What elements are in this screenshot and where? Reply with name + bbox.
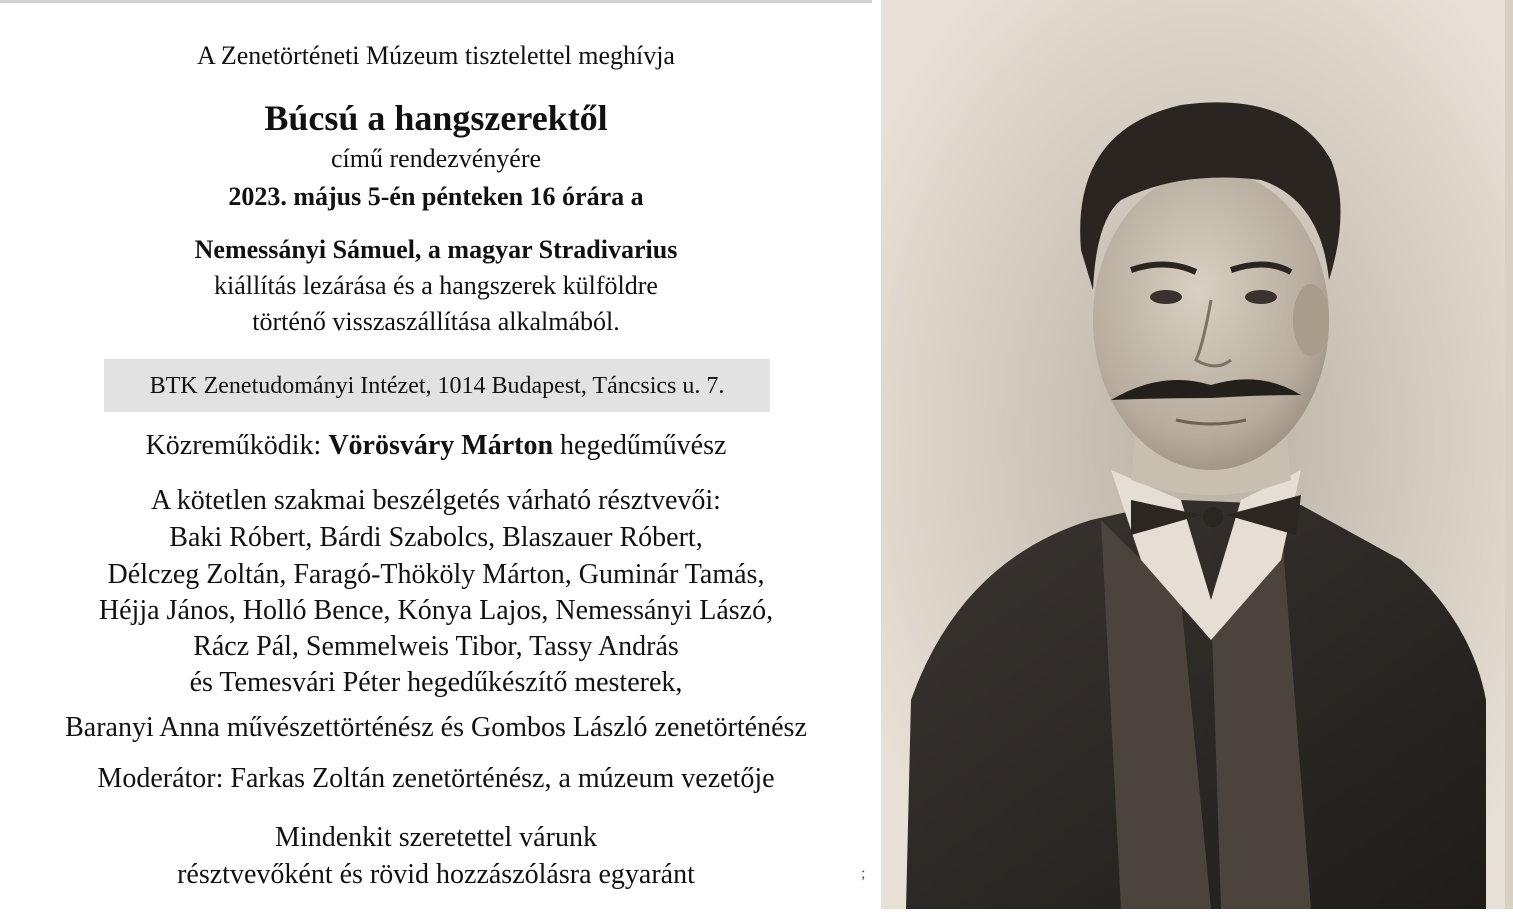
performer-name: Vörösváry Márton	[328, 430, 554, 461]
participants-heading: A kötetlen szakmai beszélgetés várható résztvevői:	[151, 485, 721, 516]
participants-line: és Temesvári Péter hegedűkészítő mesterek,	[189, 667, 683, 698]
event-subtitle: című rendezvényére	[330, 144, 542, 173]
closing-line-2: résztvevőként és rövid hozzászólásra egyaránt	[177, 859, 695, 890]
portrait-engraving	[881, 0, 1513, 909]
performer-suffix: hegedűművész	[553, 430, 727, 461]
event-title: Búcsú a hangszerektől	[264, 98, 608, 138]
historians-line: Baranyi Anna művészettörténész és Gombos László zenetörténész	[65, 712, 807, 743]
occasion-line-1: kiállítás lezárása és a hangszerek külföldre	[214, 271, 658, 300]
performer-line	[0, 432, 872, 460]
participants-line: Rácz Pál, Semmelweis Tibor, Tassy András	[193, 631, 679, 662]
address-text: BTK Zenetudományi Intézet, 1014 Budapest, Táncsics u. 7.	[149, 373, 725, 399]
stray-mark: ;	[861, 865, 866, 882]
participants-line: Délczeg Zoltán, Faragó-Thököly Márton, Guminár Tamás,	[107, 559, 765, 590]
exhibition-name: Nemessányi Sámuel, a magyar Stradivarius	[194, 235, 678, 264]
occasion-line-2: történő visszaszállítása alkalmából.	[252, 307, 620, 336]
portrait-edge	[1505, 0, 1513, 909]
participants-line: Baki Róbert, Bárdi Szabolcs, Blaszauer Róbert,	[169, 522, 703, 553]
moderator-line: Moderátor: Farkas Zoltán zenetörténész, a múzeum vezetője	[97, 763, 775, 794]
address-box	[104, 359, 770, 412]
portrait-image	[881, 0, 1513, 909]
intro-line: A Zenetörténeti Múzeum tisztelettel meghívja	[197, 41, 675, 70]
closing-line-1: Mindenkit szeretettel várunk	[275, 822, 597, 853]
event-date: 2023. május 5-én pénteken 16 órára a	[228, 182, 644, 211]
participants-line: Héjja János, Holló Bence, Kónya Lajos, Nemessányi Lászó,	[98, 595, 774, 626]
performer-prefix: Közreműködik:	[145, 430, 329, 461]
